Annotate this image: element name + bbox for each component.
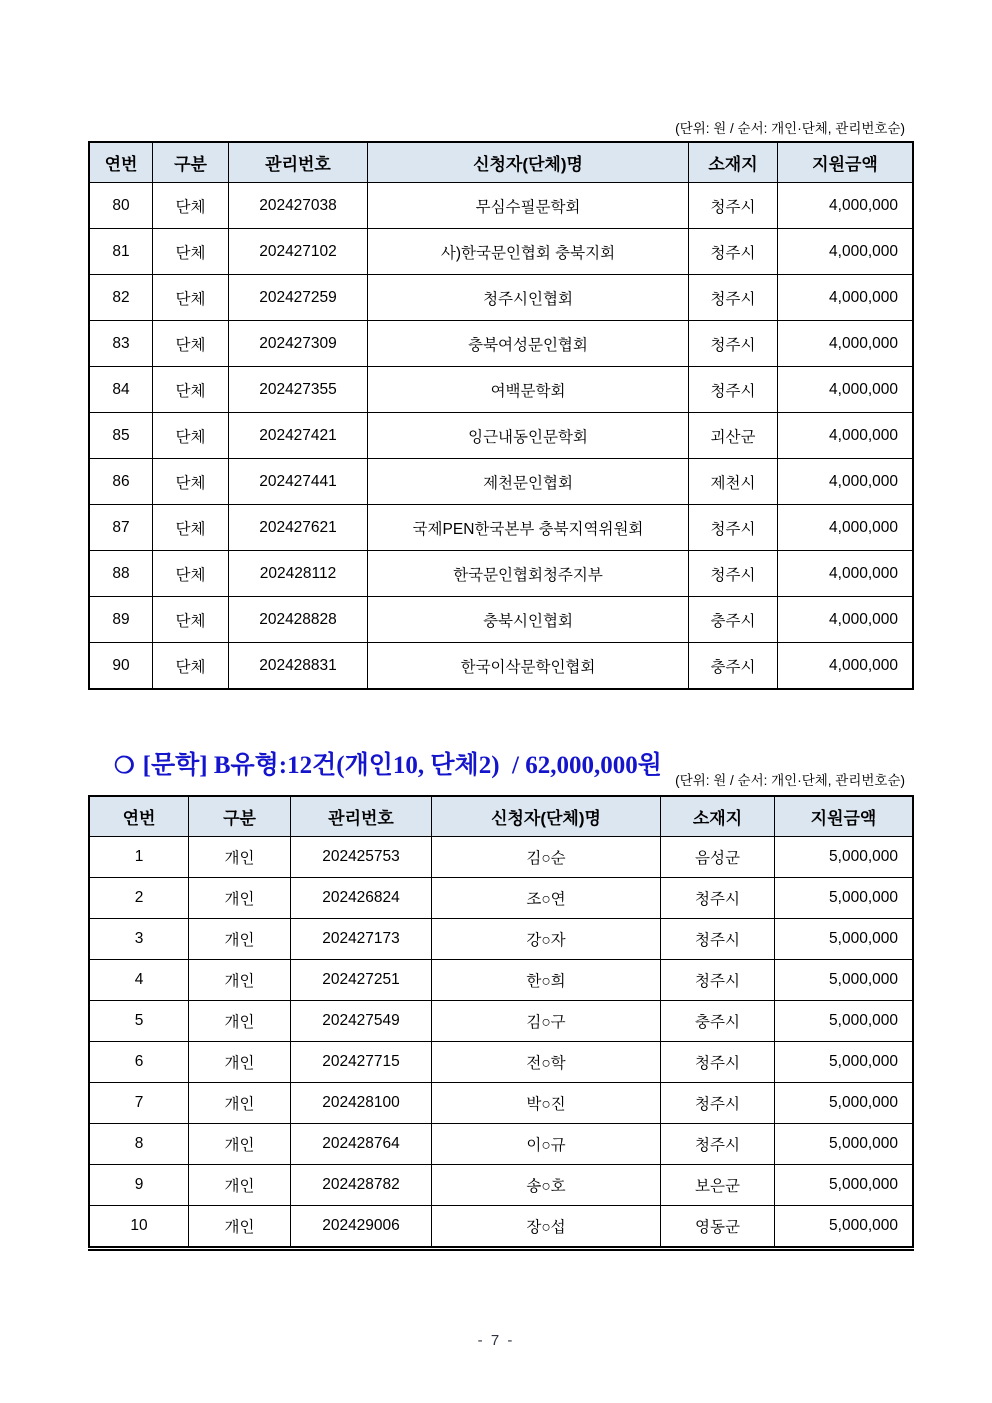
table-cell: 청주시 bbox=[689, 505, 778, 551]
page-number: - 7 - bbox=[477, 1332, 515, 1349]
column-header: 연번 bbox=[89, 142, 153, 183]
table-cell: 한국이삭문학인협회 bbox=[368, 643, 689, 690]
table-cell: 202427251 bbox=[291, 960, 432, 1001]
table-cell: 6 bbox=[89, 1042, 189, 1083]
table-cell: 청주시 bbox=[689, 183, 778, 229]
table-cell: 청주시 bbox=[661, 960, 775, 1001]
table-cell: 개인 bbox=[189, 1165, 291, 1206]
table-cell: 4 bbox=[89, 960, 189, 1001]
table-b-header bbox=[89, 796, 913, 837]
table-cell: 4,000,000 bbox=[778, 367, 914, 413]
table-cell: 9 bbox=[89, 1165, 189, 1206]
table-cell: 80 bbox=[89, 183, 153, 229]
table-row bbox=[89, 551, 913, 597]
table-cell: 한국문인협회청주지부 bbox=[368, 551, 689, 597]
table-cell: 송○호 bbox=[432, 1165, 661, 1206]
table-row bbox=[89, 1206, 913, 1249]
table-cell: 83 bbox=[89, 321, 153, 367]
table-cell: 88 bbox=[89, 551, 153, 597]
table-cell: 202428100 bbox=[291, 1083, 432, 1124]
table-cell: 202427715 bbox=[291, 1042, 432, 1083]
table-row bbox=[89, 505, 913, 551]
table-row bbox=[89, 1083, 913, 1124]
table-cell: 202428764 bbox=[291, 1124, 432, 1165]
table-cell: 개인 bbox=[189, 919, 291, 960]
table-cell: 박○진 bbox=[432, 1083, 661, 1124]
table-row bbox=[89, 229, 913, 275]
table-cell: 202427102 bbox=[229, 229, 368, 275]
table-cell: 202427621 bbox=[229, 505, 368, 551]
table-cell: 3 bbox=[89, 919, 189, 960]
table-cell: 제천문인협회 bbox=[368, 459, 689, 505]
table-cell: 잉근내동인문학회 bbox=[368, 413, 689, 459]
table-row bbox=[89, 367, 913, 413]
unit-order-note-table-b: (단위: 원 / 순서: 개인·단체, 관리번호순) bbox=[675, 773, 905, 788]
table-cell: 단체 bbox=[153, 597, 229, 643]
table-cell: 충주시 bbox=[689, 643, 778, 690]
table-cell: 5,000,000 bbox=[775, 1165, 914, 1206]
table-row bbox=[89, 413, 913, 459]
column-header: 신청자(단체)명 bbox=[368, 142, 689, 183]
column-header: 연번 bbox=[89, 796, 189, 837]
column-header: 구분 bbox=[153, 142, 229, 183]
table-cell: 청주시 bbox=[689, 229, 778, 275]
support-table-group-a bbox=[88, 141, 914, 690]
table-cell: 개인 bbox=[189, 1206, 291, 1249]
table-cell: 89 bbox=[89, 597, 153, 643]
column-header: 지원금액 bbox=[775, 796, 914, 837]
table-cell: 5,000,000 bbox=[775, 878, 914, 919]
table-cell: 4,000,000 bbox=[778, 597, 914, 643]
table-cell: 1 bbox=[89, 837, 189, 878]
table-cell: 84 bbox=[89, 367, 153, 413]
table-cell: 202425753 bbox=[291, 837, 432, 878]
table-cell: 202428112 bbox=[229, 551, 368, 597]
table-cell: 개인 bbox=[189, 1042, 291, 1083]
table-row bbox=[89, 960, 913, 1001]
table-cell: 7 bbox=[89, 1083, 189, 1124]
table-cell: 청주시 bbox=[689, 275, 778, 321]
table-cell: 단체 bbox=[153, 275, 229, 321]
table-cell: 청주시 bbox=[689, 367, 778, 413]
table-cell: 202427173 bbox=[291, 919, 432, 960]
table-cell: 단체 bbox=[153, 459, 229, 505]
table-cell: 김○구 bbox=[432, 1001, 661, 1042]
table-cell: 4,000,000 bbox=[778, 505, 914, 551]
table-row bbox=[89, 878, 913, 919]
table-cell: 충주시 bbox=[689, 597, 778, 643]
table-cell: 202427259 bbox=[229, 275, 368, 321]
table-row bbox=[89, 1001, 913, 1042]
table-row bbox=[89, 459, 913, 505]
table-cell: 보은군 bbox=[661, 1165, 775, 1206]
table-cell: 단체 bbox=[153, 413, 229, 459]
table-row bbox=[89, 275, 913, 321]
table-cell: 단체 bbox=[153, 643, 229, 690]
table-cell: 5,000,000 bbox=[775, 837, 914, 878]
column-header: 지원금액 bbox=[778, 142, 914, 183]
table-row bbox=[89, 597, 913, 643]
table-cell: 202427421 bbox=[229, 413, 368, 459]
table-cell: 2 bbox=[89, 878, 189, 919]
table-cell: 202427355 bbox=[229, 367, 368, 413]
table-cell: 개인 bbox=[189, 1001, 291, 1042]
table-row bbox=[89, 321, 913, 367]
table-cell: 5,000,000 bbox=[775, 1042, 914, 1083]
table-cell: 8 bbox=[89, 1124, 189, 1165]
circle-bullet-icon: ❍ bbox=[114, 753, 135, 778]
table-a-header bbox=[89, 142, 913, 183]
table-cell: 단체 bbox=[153, 367, 229, 413]
table-cell: 87 bbox=[89, 505, 153, 551]
column-header: 구분 bbox=[189, 796, 291, 837]
table-cell: 86 bbox=[89, 459, 153, 505]
table-cell: 개인 bbox=[189, 960, 291, 1001]
table-cell: 단체 bbox=[153, 505, 229, 551]
support-table-type-b bbox=[88, 795, 914, 1251]
table-row bbox=[89, 837, 913, 878]
table-cell: 전○학 bbox=[432, 1042, 661, 1083]
table-cell: 4,000,000 bbox=[778, 183, 914, 229]
table-cell: 청주시 bbox=[689, 321, 778, 367]
table-cell: 4,000,000 bbox=[778, 321, 914, 367]
table-cell: 5,000,000 bbox=[775, 1083, 914, 1124]
table-cell: 4,000,000 bbox=[778, 551, 914, 597]
table-cell: 202428782 bbox=[291, 1165, 432, 1206]
table-cell: 청주시 bbox=[661, 919, 775, 960]
table-cell: 202428828 bbox=[229, 597, 368, 643]
table-cell: 4,000,000 bbox=[778, 275, 914, 321]
table-cell: 청주시 bbox=[661, 878, 775, 919]
table-row bbox=[89, 183, 913, 229]
table-cell: 202427441 bbox=[229, 459, 368, 505]
table-cell: 단체 bbox=[153, 183, 229, 229]
table-row bbox=[89, 1165, 913, 1206]
table-cell: 202427038 bbox=[229, 183, 368, 229]
table-cell: 장○섭 bbox=[432, 1206, 661, 1249]
table-cell: 음성군 bbox=[661, 837, 775, 878]
section-heading-text: [문학] B유형:12건(개인10, 단체2) / 62,000,000원 bbox=[142, 752, 662, 779]
table-b-body bbox=[89, 837, 913, 1249]
table-cell: 개인 bbox=[189, 1124, 291, 1165]
table-cell: 제천시 bbox=[689, 459, 778, 505]
table-cell: 여백문학회 bbox=[368, 367, 689, 413]
table-cell: 202428831 bbox=[229, 643, 368, 690]
table-a-body bbox=[89, 183, 913, 690]
table-cell: 4,000,000 bbox=[778, 643, 914, 690]
table-cell: 82 bbox=[89, 275, 153, 321]
table-cell: 단체 bbox=[153, 229, 229, 275]
table-cell: 무심수필문학회 bbox=[368, 183, 689, 229]
table-cell: 청주시인협회 bbox=[368, 275, 689, 321]
table-cell: 충북시인협회 bbox=[368, 597, 689, 643]
table-cell: 한○희 bbox=[432, 960, 661, 1001]
table-cell: 충주시 bbox=[661, 1001, 775, 1042]
table-cell: 4,000,000 bbox=[778, 413, 914, 459]
table-cell: 5,000,000 bbox=[775, 960, 914, 1001]
table-cell: 5,000,000 bbox=[775, 919, 914, 960]
table-row bbox=[89, 1042, 913, 1083]
table-cell: 조○연 bbox=[432, 878, 661, 919]
table-cell: 국제PEN한국본부 충북지역위원회 bbox=[368, 505, 689, 551]
table-cell: 사)한국문인협회 충북지회 bbox=[368, 229, 689, 275]
table-cell: 4,000,000 bbox=[778, 229, 914, 275]
table-cell: 5,000,000 bbox=[775, 1124, 914, 1165]
table-cell: 청주시 bbox=[661, 1042, 775, 1083]
table-cell: 청주시 bbox=[689, 551, 778, 597]
table-cell: 개인 bbox=[189, 1083, 291, 1124]
table-cell: 5,000,000 bbox=[775, 1001, 914, 1042]
table-row bbox=[89, 1124, 913, 1165]
unit-order-note-table-a: (단위: 원 / 순서: 개인·단체, 관리번호순) bbox=[675, 121, 905, 136]
column-header: 관리번호 bbox=[229, 142, 368, 183]
table-cell: 개인 bbox=[189, 878, 291, 919]
table-cell: 청주시 bbox=[661, 1083, 775, 1124]
table-cell: 충북여성문인협회 bbox=[368, 321, 689, 367]
column-header: 소재지 bbox=[689, 142, 778, 183]
header-row bbox=[89, 142, 913, 183]
table-cell: 81 bbox=[89, 229, 153, 275]
column-header: 관리번호 bbox=[291, 796, 432, 837]
table-cell: 이○규 bbox=[432, 1124, 661, 1165]
table-row bbox=[89, 643, 913, 690]
table-row bbox=[89, 919, 913, 960]
table-cell: 개인 bbox=[189, 837, 291, 878]
table-cell: 청주시 bbox=[661, 1124, 775, 1165]
table-cell: 단체 bbox=[153, 321, 229, 367]
table-cell: 202427549 bbox=[291, 1001, 432, 1042]
table-cell: 강○자 bbox=[432, 919, 661, 960]
table-cell: 김○순 bbox=[432, 837, 661, 878]
table-cell: 5,000,000 bbox=[775, 1206, 914, 1249]
table-cell: 10 bbox=[89, 1206, 189, 1249]
table-cell: 85 bbox=[89, 413, 153, 459]
table-cell: 202429006 bbox=[291, 1206, 432, 1249]
table-cell: 단체 bbox=[153, 551, 229, 597]
column-header: 소재지 bbox=[661, 796, 775, 837]
header-row bbox=[89, 796, 913, 837]
table-cell: 90 bbox=[89, 643, 153, 690]
column-header: 신청자(단체)명 bbox=[432, 796, 661, 837]
table-cell: 202427309 bbox=[229, 321, 368, 367]
table-cell: 5 bbox=[89, 1001, 189, 1042]
table-cell: 영동군 bbox=[661, 1206, 775, 1249]
table-cell: 4,000,000 bbox=[778, 459, 914, 505]
table-cell: 202426824 bbox=[291, 878, 432, 919]
table-cell: 괴산군 bbox=[689, 413, 778, 459]
